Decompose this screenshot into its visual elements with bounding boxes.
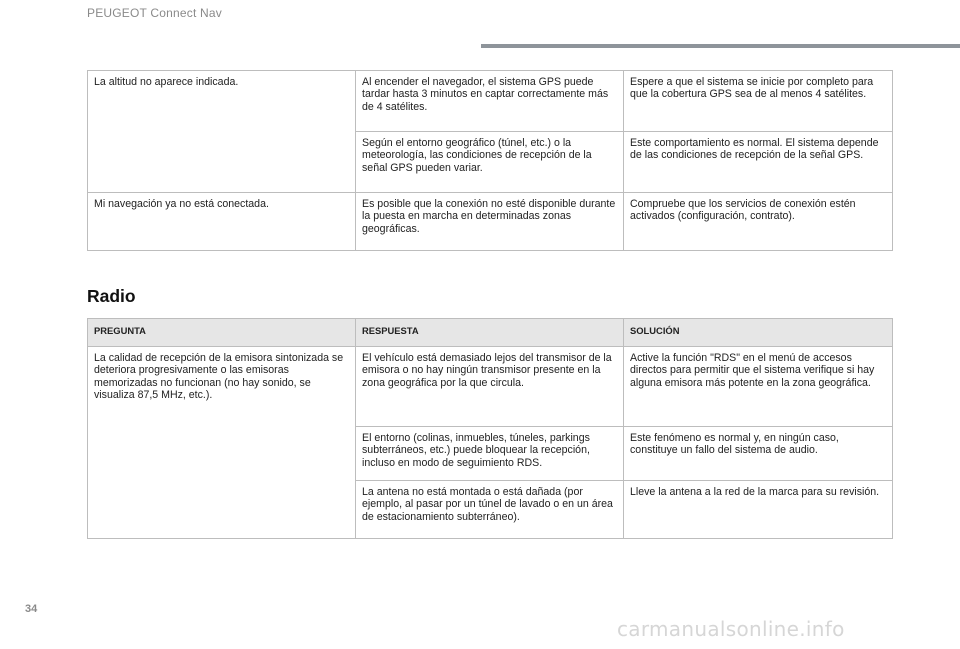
column-header-solution: SOLUCIÓN xyxy=(624,319,893,347)
question-cell: Mi navegación ya no está conectada. xyxy=(88,193,356,251)
question-cell: La calidad de recepción de la emisora sintonizada se deteriora progresivamente o las emisoras memorizadas no funcionan (no hay sonido, se visualiza 87,5 MHz, etc.). xyxy=(88,347,356,427)
table-row xyxy=(88,71,893,132)
solution-cell: Este fenómeno es normal y, en ningún caso, constituye un fallo del sistema de audio. xyxy=(624,427,893,481)
answer-cell: La antena no está montada o está dañada (por ejemplo, al pasar por un túnel de lavado o en un área de estacionamiento subterráneo). xyxy=(356,481,624,539)
column-header-answer: RESPUESTA xyxy=(356,319,624,347)
table-row xyxy=(88,347,893,427)
answer-cell: Es posible que la conexión no esté disponible durante la puesta en marcha en determinadas zonas geográficas. xyxy=(356,193,624,251)
question-cell: La altitud no aparece indicada. xyxy=(88,71,356,132)
solution-cell: Compruebe que los servicios de conexión estén activados (configuración, contrato). xyxy=(624,193,893,251)
solution-cell: Espere a que el sistema se inicie por completo para que la cobertura GPS sea de al menos 4 satélites. xyxy=(624,71,893,132)
answer-cell: Al encender el navegador, el sistema GPS puede tardar hasta 3 minutos en captar correctamente más de 4 satélites. xyxy=(356,71,624,132)
table-row xyxy=(88,132,893,193)
question-cell xyxy=(88,132,356,193)
table-header-row xyxy=(88,319,893,347)
solution-cell: Este comportamiento es normal. El sistema depende de las condiciones de recepción de la señal GPS. xyxy=(624,132,893,193)
solution-cell: Active la función "RDS" en el menú de accesos directos para permitir que el sistema verifique si hay alguna emisora más potente en la zona geográfica. xyxy=(624,347,893,427)
radio-section-title: Radio xyxy=(87,286,136,306)
watermark-text: carmanualsonline.info xyxy=(617,617,845,641)
header-divider-bar xyxy=(481,44,960,48)
solution-cell: Lleve la antena a la red de la marca para su revisión. xyxy=(624,481,893,539)
answer-cell: El entorno (colinas, inmuebles, túneles, parkings subterráneos, etc.) puede bloquear la recepción, incluso en modo de seguimiento RDS. xyxy=(356,427,624,481)
table-row xyxy=(88,193,893,251)
document-header-title: PEUGEOT Connect Nav xyxy=(87,6,222,20)
question-cell xyxy=(88,427,356,481)
table-row xyxy=(88,481,893,539)
answer-cell: El vehículo está demasiado lejos del transmisor de la emisora o no hay ningún transmisor presente en la zona geográfica por la que circula. xyxy=(356,347,624,427)
table-row xyxy=(88,427,893,481)
gps-troubleshooting-table xyxy=(87,70,893,251)
column-header-question: PREGUNTA xyxy=(88,319,356,347)
page-number: 34 xyxy=(25,603,38,615)
question-cell xyxy=(88,481,356,539)
answer-cell: Según el entorno geográfico (túnel, etc.) o la meteorología, las condiciones de recepción de la señal GPS pueden variar. xyxy=(356,132,624,193)
radio-troubleshooting-table xyxy=(87,318,893,539)
